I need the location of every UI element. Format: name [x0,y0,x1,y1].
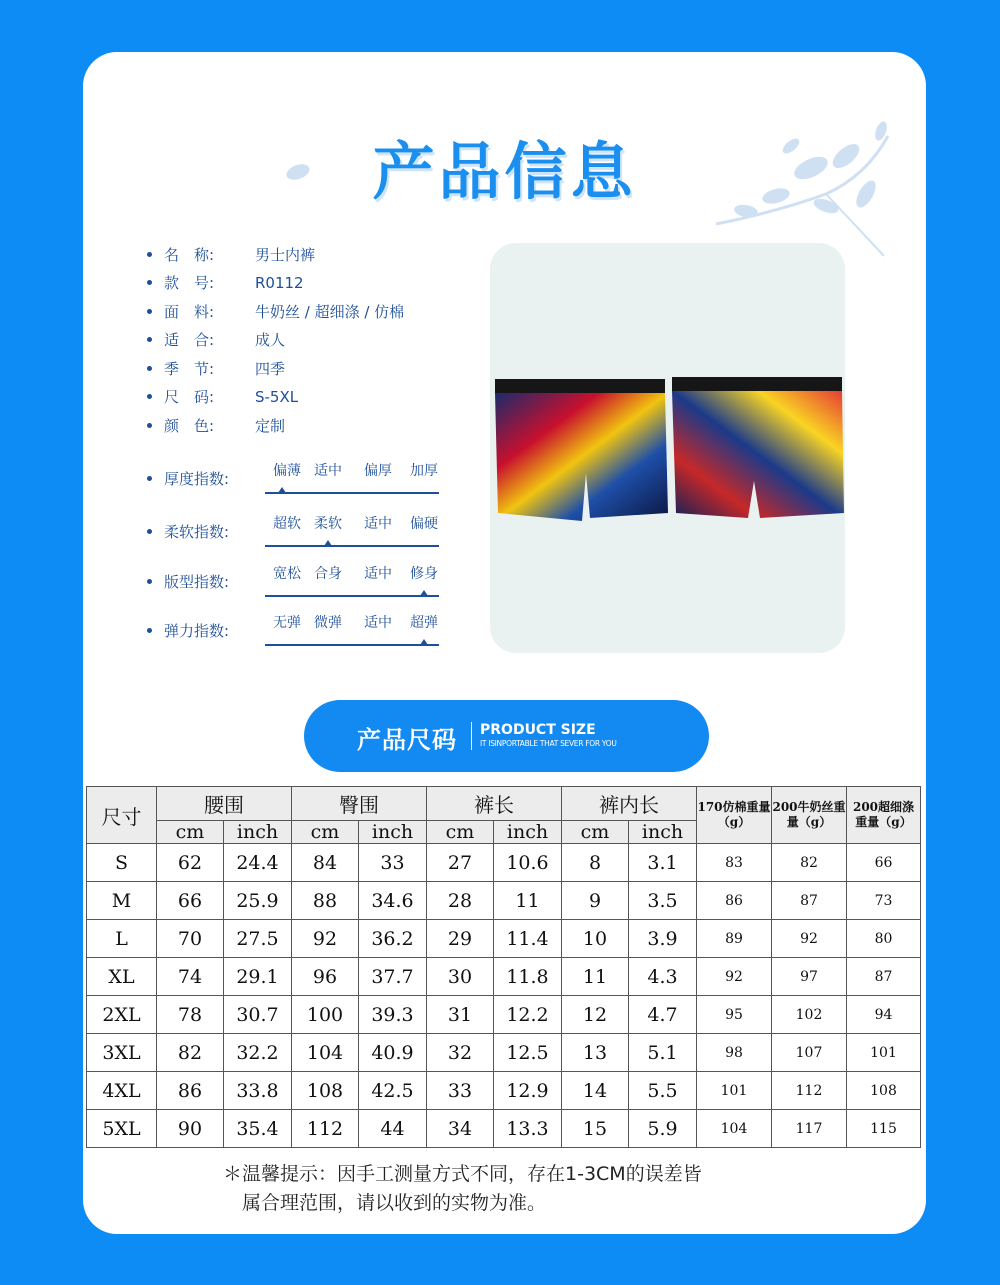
table-header-row [87,787,921,821]
table-cell: 73 [847,882,921,920]
table-cell: 33.8 [224,1072,292,1110]
table-cell: 102 [772,996,847,1034]
index-option: 无弹 [273,615,301,631]
table-row [87,844,921,882]
index-option: 宽松 [273,566,301,582]
spec-row-fabric: 面 料: 牛奶丝 / 超细涤 / 仿棉 [147,297,477,326]
group-header: 裤长 [427,787,562,821]
index-option: 适中 [364,516,392,532]
weight-header: 170仿棉重量（g） [697,787,772,844]
unit-header: cm [562,821,629,844]
size-cell: 5XL [87,1110,157,1148]
table-cell: 13 [562,1034,629,1072]
spec-list [147,240,477,440]
table-cell: 89 [697,920,772,958]
index-option: 柔软 [314,516,342,532]
spec-row-suitable: 适 合: 成人 [147,326,477,355]
index-option: 超软 [273,516,301,532]
table-cell: 78 [157,996,224,1034]
table-cell: 34.6 [359,882,427,920]
selected-marker-icon [324,540,332,546]
table-cell: 94 [847,996,921,1034]
table-cell: 33 [359,844,427,882]
table-cell: 11 [562,958,629,996]
index-option: 偏硬 [410,516,438,532]
product-card [83,52,926,1234]
table-cell: 39.3 [359,996,427,1034]
index-label: 柔软指数: [164,523,230,541]
unit-header: inch [629,821,697,844]
size-table [86,786,921,1148]
table-cell: 44 [359,1110,427,1148]
index-scale [265,507,439,547]
unit-header: inch [359,821,427,844]
table-cell: 27.5 [224,920,292,958]
table-cell: 92 [772,920,847,958]
bullet-icon [147,476,152,481]
table-cell: 84 [292,844,359,882]
table-cell: 29 [427,920,494,958]
index-option: 偏厚 [364,463,392,479]
table-cell: 5.9 [629,1110,697,1148]
selected-marker-icon [420,639,428,645]
table-cell: 31 [427,996,494,1034]
boxer-briefs-image [490,243,845,653]
table-cell: 36.2 [359,920,427,958]
table-cell: 4.7 [629,996,697,1034]
table-cell: 42.5 [359,1072,427,1110]
unit-header: inch [494,821,562,844]
table-cell: 4.3 [629,958,697,996]
index-option: 修身 [410,566,438,582]
index-option: 适中 [364,566,392,582]
size-cell: 4XL [87,1072,157,1110]
size-cell: S [87,844,157,882]
table-cell: 28 [427,882,494,920]
size-cell: L [87,920,157,958]
table-cell: 5.5 [629,1072,697,1110]
table-cell: 10 [562,920,629,958]
table-cell: 24.4 [224,844,292,882]
index-option: 微弹 [314,615,342,631]
table-cell: 100 [292,996,359,1034]
table-cell: 3.5 [629,882,697,920]
bullet-icon [147,579,152,584]
table-cell: 3.9 [629,920,697,958]
table-row [87,1072,921,1110]
spec-row-model: 款 号: R0112 [147,269,477,298]
bullet-icon [147,529,152,534]
table-cell: 97 [772,958,847,996]
table-cell: 32.2 [224,1034,292,1072]
table-cell: 66 [847,844,921,882]
table-row [87,920,921,958]
index-option: 偏薄 [273,463,301,479]
index-scale [265,557,439,597]
table-cell: 83 [697,844,772,882]
size-section-subtitle: IT ISINPORTABLE THAT SEVER FOR YOU [480,739,617,748]
table-cell: 29.1 [224,958,292,996]
table-cell: 12.5 [494,1034,562,1072]
table-cell: 34 [427,1110,494,1148]
table-cell: 74 [157,958,224,996]
table-row [87,996,921,1034]
table-cell: 104 [292,1034,359,1072]
table-cell: 30 [427,958,494,996]
table-cell: 87 [772,882,847,920]
bullet-icon [147,309,152,314]
index-option: 加厚 [410,463,438,479]
index-label: 弹力指数: [164,622,230,640]
table-cell: 12 [562,996,629,1034]
group-header: 腰围 [157,787,292,821]
index-option: 超弹 [410,615,438,631]
weight-header: 200超细涤重量（g） [847,787,921,844]
table-cell: 30.7 [224,996,292,1034]
index-option: 适中 [364,615,392,631]
table-cell: 95 [697,996,772,1034]
table-cell: 3.1 [629,844,697,882]
table-cell: 62 [157,844,224,882]
index-option: 适中 [314,463,342,479]
index-option: 合身 [314,566,342,582]
table-cell: 112 [772,1072,847,1110]
unit-header: cm [157,821,224,844]
size-cell: 3XL [87,1034,157,1072]
spec-row-size: 尺 码: S-5XL [147,383,477,412]
table-cell: 5.1 [629,1034,697,1072]
table-cell: 101 [697,1072,772,1110]
warm-tip [223,1160,702,1218]
table-cell: 107 [772,1034,847,1072]
table-cell: 86 [697,882,772,920]
group-header: 臀围 [292,787,427,821]
table-cell: 15 [562,1110,629,1148]
size-cell: XL [87,958,157,996]
size-section-title: 产品尺码 [357,726,457,754]
table-cell: 108 [847,1072,921,1110]
table-cell: 117 [772,1110,847,1148]
table-cell: 11 [494,882,562,920]
table-cell: 88 [292,882,359,920]
table-cell: 70 [157,920,224,958]
table-cell: 12.2 [494,996,562,1034]
unit-header: inch [224,821,292,844]
size-cell: 2XL [87,996,157,1034]
table-row [87,882,921,920]
table-cell: 90 [157,1110,224,1148]
leaf-icon [283,162,313,182]
bullet-icon [147,252,152,257]
table-cell: 25.9 [224,882,292,920]
index-label: 版型指数: [164,573,230,591]
warm-tip-line: 属合理范围，请以收到的实物为准。 [223,1192,547,1214]
table-cell: 92 [697,958,772,996]
bullet-icon [147,628,152,633]
table-cell: 98 [697,1034,772,1072]
selected-marker-icon [278,487,286,493]
size-section-header [304,700,709,772]
table-row [87,1110,921,1148]
table-cell: 80 [847,920,921,958]
size-header: 尺寸 [87,787,157,844]
table-cell: 108 [292,1072,359,1110]
unit-header: cm [292,821,359,844]
group-header: 裤内长 [562,787,697,821]
table-cell: 27 [427,844,494,882]
page-title: 产品信息 [372,135,637,208]
size-cell: M [87,882,157,920]
table-cell: 12.9 [494,1072,562,1110]
size-section-title-en: PRODUCT SIZE [480,722,596,738]
bullet-icon [147,394,152,399]
table-row [87,958,921,996]
table-cell: 92 [292,920,359,958]
table-cell: 66 [157,882,224,920]
table-cell: 112 [292,1110,359,1148]
table-row [87,1034,921,1072]
table-cell: 8 [562,844,629,882]
table-cell: 32 [427,1034,494,1072]
table-cell: 82 [772,844,847,882]
table-cell: 35.4 [224,1110,292,1148]
table-cell: 10.6 [494,844,562,882]
table-cell: 37.7 [359,958,427,996]
bullet-icon [147,366,152,371]
table-cell: 96 [292,958,359,996]
table-cell: 82 [157,1034,224,1072]
table-cell: 115 [847,1110,921,1148]
weight-header: 200牛奶丝重量（g） [772,787,847,844]
product-image [490,243,845,653]
bullet-icon [147,337,152,342]
unit-header: cm [427,821,494,844]
selected-marker-icon [420,590,428,596]
index-label: 厚度指数: [164,470,230,488]
table-cell: 11.8 [494,958,562,996]
spec-row-name: 名 称: 男士内裤 [147,240,477,269]
warm-tip-line: ＊温馨提示：因手工测量方式不同，存在1-3CM的误差皆 [223,1163,702,1185]
table-cell: 13.3 [494,1110,562,1148]
table-cell: 14 [562,1072,629,1110]
table-cell: 33 [427,1072,494,1110]
spec-row-season: 季 节: 四季 [147,354,477,383]
table-cell: 104 [697,1110,772,1148]
spec-row-color: 颜 色: 定制 [147,411,477,440]
index-scale [265,606,439,646]
table-cell: 87 [847,958,921,996]
divider [471,722,472,750]
table-cell: 86 [157,1072,224,1110]
bullet-icon [147,280,152,285]
index-scale [265,454,439,494]
table-cell: 9 [562,882,629,920]
bullet-icon [147,423,152,428]
table-cell: 40.9 [359,1034,427,1072]
table-cell: 101 [847,1034,921,1072]
table-cell: 11.4 [494,920,562,958]
